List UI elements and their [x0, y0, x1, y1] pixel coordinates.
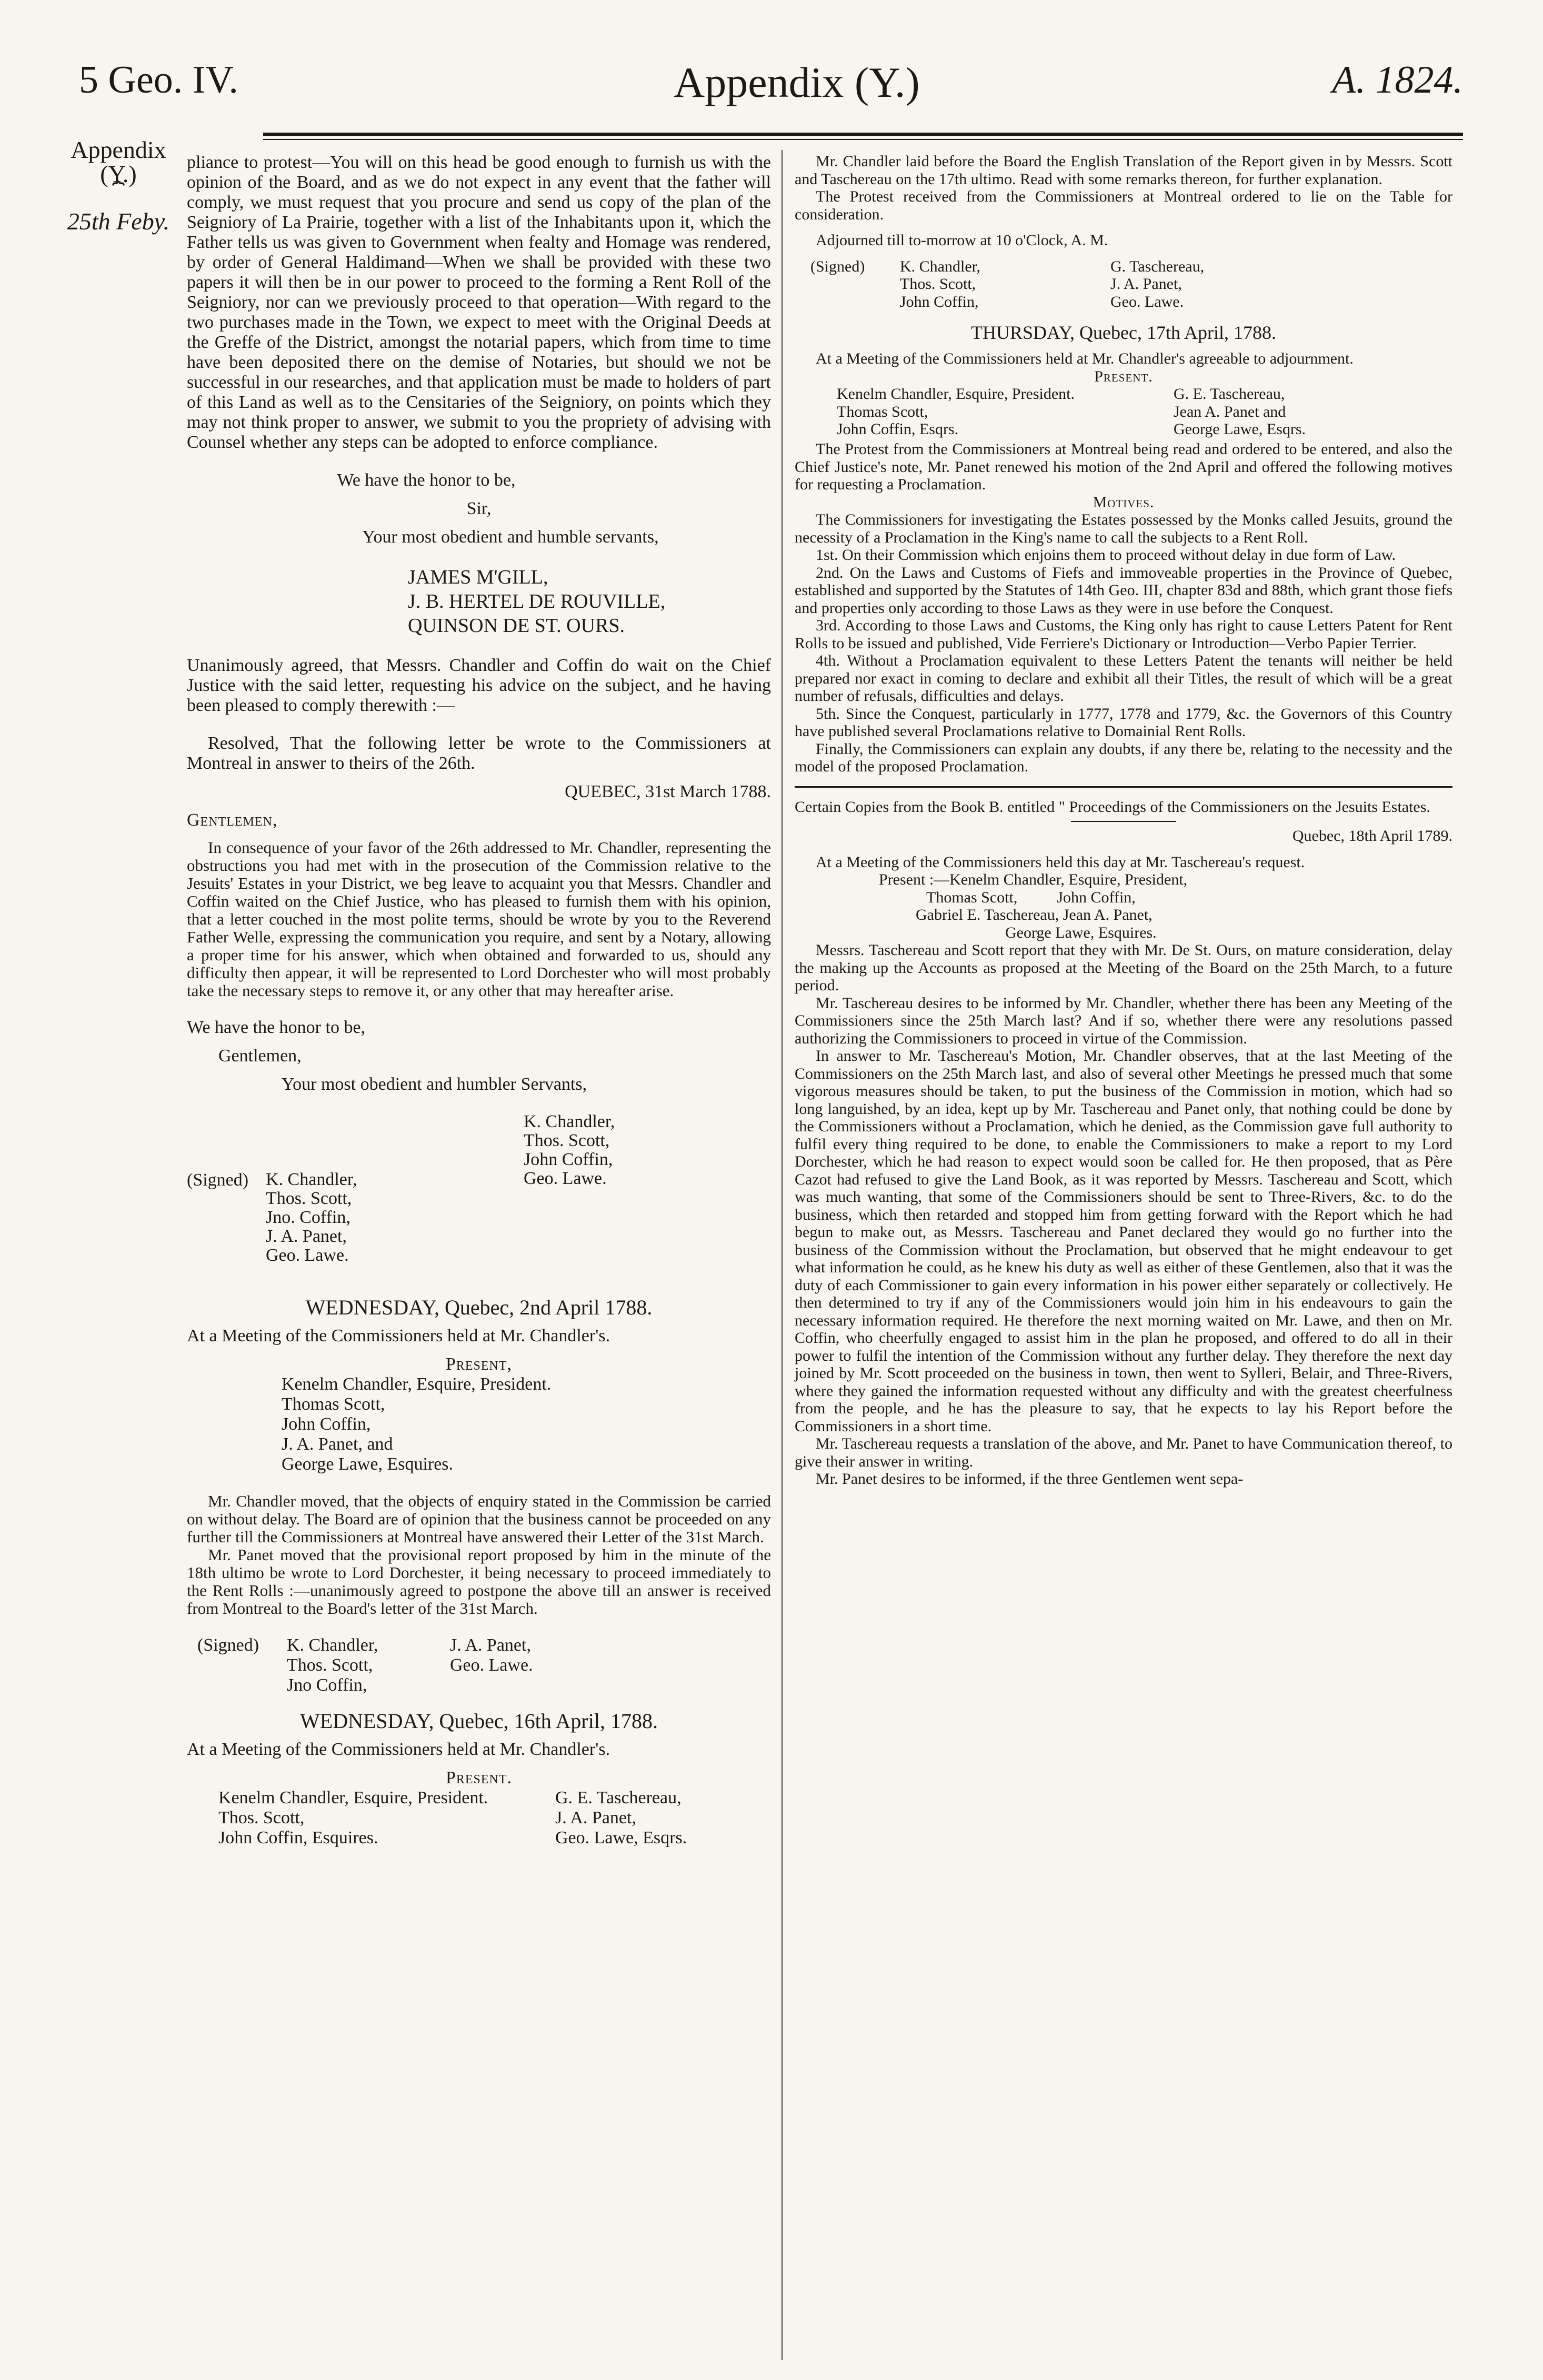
- closing-honor-2: We have the honor to be,: [187, 1018, 366, 1037]
- dateline-1789: Quebec, 18th April 1789.: [1292, 827, 1452, 845]
- motives-heading: Motives.: [1093, 493, 1155, 511]
- signatory: Geo. Lawe.: [1110, 293, 1184, 310]
- attendee: Thomas Scott,: [282, 1394, 385, 1414]
- heading-wednesday-16th-april: WEDNESDAY, Quebec, 16th April, 1788.: [300, 1709, 658, 1733]
- signatory: Jno. Coffin,: [266, 1208, 350, 1227]
- signatory: Thos. Scott,: [287, 1655, 373, 1675]
- signature-block-d: [795, 258, 1452, 316]
- present-list-2-col2: [555, 1788, 687, 1848]
- salutation: Gentlemen,: [187, 810, 278, 830]
- present-heading-2: Present.: [445, 1768, 513, 1787]
- attendee: Kenelm Chandler, Esquire, President.: [218, 1788, 488, 1807]
- resolution-letter: Resolved, That the following letter be wrote to the Commissioners at Montreal in answer to theirs of the 26th.: [187, 734, 771, 773]
- left-column: [187, 153, 771, 1851]
- signatory: Geo. Lawe.: [266, 1246, 349, 1265]
- column-divider: [781, 150, 783, 2360]
- heading-thursday-17th-april: THURSDAY, Quebec, 17th April, 1788.: [970, 322, 1276, 343]
- closing-servants-2: Your most obedient and humbler Servants,: [282, 1074, 587, 1094]
- signature-list-c1: [287, 1635, 378, 1695]
- closing-gentlemen: Gentlemen,: [218, 1046, 302, 1066]
- signatory: Thos. Scott,: [524, 1131, 610, 1150]
- attendee: Kenelm Chandler, Esquire, President.: [282, 1374, 552, 1394]
- taschereau-inquiry: Mr. Taschereau desires to be informed by Mr. Chandler, whether there has been any Meeting of the Commissioners since the 25th March last? And if so, whether there were any resolutions passed authorizing the Commissioners to proceed in virtue of the Commission.: [795, 994, 1452, 1047]
- margin-note-date: 25th Feby.: [67, 208, 170, 235]
- present-list-3-col1: [837, 385, 1075, 438]
- margin-note-appendix: Appendix: [71, 136, 166, 163]
- meeting-notice: At a Meeting of the Commissioners held at Mr. Chandler's.: [187, 1326, 610, 1345]
- meeting-notice-2: At a Meeting of the Commissioners held at Mr. Chandler's.: [187, 1740, 610, 1759]
- motive-1: 1st. On their Commission which enjoins them to proceed without delay in due form of Law.: [816, 546, 1396, 564]
- signatory: JAMES M'GILL,: [408, 566, 548, 588]
- signature-list-b: [266, 1170, 357, 1265]
- signatory: K. Chandler,: [900, 257, 980, 275]
- present-heading: Present,: [445, 1354, 513, 1374]
- signatory: John Coffin,: [524, 1150, 613, 1169]
- attendee: John Coffin, Esqrs.: [837, 420, 959, 438]
- margin-brace: ⏞: [112, 181, 125, 205]
- translation-request: Mr. Taschereau requests a translation of the above, and Mr. Panet to have Communication thereof, to give their answer in writing.: [795, 1435, 1452, 1470]
- attendee: George Lawe, Esqrs.: [1174, 420, 1306, 438]
- chandler-answer: In answer to Mr. Taschereau's Motion, Mr. Chandler observes, that at the last Meeting of the Commissioners on the 25th March last, and also of several other Meetings he pressed much that some vigorous measures should be taken, to put the business of the Commission in motion, which had so long languished, by an idea, kept up by Mr. Taschereau and Panet only, that nothing could be done by the Commissioners without a Proclamation, which he denied, as the Commission gave full authority to fulfil every thing required to be done, to enable the Commissioners to make a report to my Lord Dorchester, which he had reason to expect would soon be called for. He then proposed, that as Père Cazot had refused to give the Land Book, as it was reported by Messrs. Taschereau and Scott, which was much wanting, that some of the Commissioners should be sent to Three-Rivers, &c. to do the business, which then retarded and stopped him from getting forward with the Report which he had begun to make out, as Messrs. Taschereau and Panet declared they would go no further into the business of the Commission without the Proclamation, but observed that he might endeavour to get what information he could, as he knew his duty as well as either of these Gentlemen, also that it was the duty of each Commissioner to gain every information in his power either separately or collectively. He then determined to try if any of the Commissioners would join him in his endeavours to gain the necessary information required. He therefore the next morning waited on Mr. Lawe, and then on Mr. Coffin, who cheerfully engaged to assist him in the plan he proposed, and offered to do all in their power to fulfil the intention of the Commission without any further delay. They therefore the next day joined by Mr. Scott proceeded on the business in town, then went to Sylleri, Belair, and Three-Rivers, where they gained the information requested without any difficulty and with the greatest cheerfulness from the people, and he has the pleasure to say, that he expects to lay his Report before the Commissioners in a short time.: [795, 1047, 1452, 1435]
- signatory: K. Chandler,: [266, 1170, 357, 1189]
- closing-servants: Your most obedient and humble servants,: [362, 527, 659, 547]
- accounts-report: Messrs. Taschereau and Scott report that they with Mr. De St. Ours, on mature consideration, delay the making up the Accounts as proposed at the Meeting of the Board on the 25th March, to a future period.: [795, 941, 1452, 994]
- signatory: Geo. Lawe.: [524, 1169, 607, 1188]
- signed-label: (Signed): [197, 1635, 259, 1655]
- signed-label: (Signed): [810, 257, 865, 275]
- signatory: QUINSON DE ST. OURS.: [408, 615, 625, 637]
- header-rule-thick: [263, 133, 1463, 136]
- signatory: John Coffin,: [900, 293, 979, 310]
- attendee: J. A. Panet,: [555, 1808, 636, 1827]
- margin-note-letter: (Y.): [100, 160, 137, 187]
- signature-block-montreal: [408, 565, 771, 638]
- signature-pair: [187, 1112, 771, 1270]
- present-line: Thomas Scott, John Coffin,: [926, 888, 1136, 906]
- meeting-notice-4: At a Meeting of the Commissioners held this day at Mr. Taschereau's request.: [816, 853, 1305, 871]
- right-column: [795, 153, 1452, 1488]
- attendee: Geo. Lawe, Esqrs.: [555, 1828, 687, 1847]
- running-header: [79, 58, 1463, 111]
- panet-inquiry: Mr. Panet desires to be informed, if the three Gentlemen went sepa-: [816, 1470, 1244, 1488]
- motive-finally: Finally, the Commissioners can explain any doubts, if any there be, relating to the necessity and the model of the proposed Proclamation.: [795, 740, 1452, 775]
- signatory: G. Taschereau,: [1110, 257, 1205, 275]
- signed-label: (Signed): [187, 1170, 249, 1190]
- protest-note: The Protest received from the Commissioners at Montreal ordered to lie on the Table for consideration.: [795, 188, 1452, 223]
- attendee: G. E. Taschereau,: [1174, 385, 1285, 403]
- closing-sir: Sir,: [466, 499, 492, 518]
- attendee: Jean A. Panet and: [1174, 403, 1286, 420]
- signatory: J. B. HERTEL DE ROUVILLE,: [408, 590, 666, 612]
- letter-body: In consequence of your favor of the 26th addressed to Mr. Chandler, representing the obstructions you had met with in the prosecution of the Commission relative to the Jesuits' Estates in your District, we beg leave to acquaint you that Messrs. Chandler and Coffin waited on the Chief Justice, who has pleased to furnish them with his opinion, that a letter couched in the most polite terms, should be wrote by you to the Reverend Father Welle, expressing the communication you require, and sent by a Notary, allowing a proper time for his answer, which when obtained and forwarded to us, should any difficulty then appear, it will be represented to Lord Dorchester who will most probably take the necessary steps to remove it, or any other that may hereafter arise.: [187, 838, 771, 1000]
- header-rule-thin: [263, 139, 1463, 140]
- panet-motion: Mr. Panet moved that the provisional report proposed by him in the minute of the 18th ultimo be wrote to Lord Dorchester, it being necessary to proceed immediately to the Rent Rolls :—unanimously agreed to postpone the above till an answer is received from Montreal to the Board's letter of the 31st March.: [187, 1545, 771, 1618]
- attendee: John Coffin,: [282, 1414, 371, 1434]
- meeting-notice-3: At a Meeting of the Commissioners held at Mr. Chandler's agreeable to adjournment.: [816, 350, 1354, 367]
- signature-list-a: [524, 1112, 615, 1188]
- motive-3: 3rd. According to those Laws and Customs, the King only has right to cause Letters Patent for Rent Rolls to be issued and published, Vide Ferriere's Dictionary or Introduction—Verbo Papier Terrier.: [795, 617, 1452, 652]
- motives-intro: The Commissioners for investigating the Estates possessed by the Monks called Jesuits, ground the necessity of a Proclamation in the King's name to call the subjects to a Rent Roll.: [795, 511, 1452, 546]
- margin-note: [53, 138, 184, 234]
- present-line: Present :—Kenelm Chandler, Esquire, President,: [879, 871, 1188, 888]
- chandler-motion: Mr. Chandler moved, that the objects of enquiry stated in the Commission be carried on without delay. The Board are of opinion that the business cannot be proceeded on any further till the Commissioners at Montreal have answered their Letter of the 31st March.: [187, 1492, 771, 1546]
- attendee: Kenelm Chandler, Esquire, President.: [837, 385, 1075, 403]
- signatory: Thos. Scott,: [266, 1189, 352, 1208]
- resolution-agreed: Unanimously agreed, that Messrs. Chandler and Coffin do wait on the Chief Justice with the said letter, requesting his advice on the subject, and he having been pleased to comply therewith :—: [187, 656, 771, 715]
- signature-list-d1: [900, 258, 980, 311]
- signatory: Geo. Lawe.: [450, 1655, 533, 1675]
- signatory: J. A. Panet,: [450, 1635, 531, 1655]
- header-appendix-title: Appendix (Y.): [674, 58, 920, 106]
- certain-copies-heading: Certain Copies from the Book B. entitled " Proceedings of the Commissioners on the Jesuits Estates.: [795, 798, 1430, 816]
- attendee: G. E. Taschereau,: [555, 1788, 682, 1807]
- present-list-4: [795, 871, 1452, 941]
- present-list-3: [795, 385, 1452, 440]
- present-line: Gabriel E. Taschereau, Jean A. Panet,: [916, 906, 1153, 923]
- present-heading-3: Present.: [1094, 367, 1153, 385]
- panet-renewed-motion: The Protest from the Commissioners at Montreal being read and ordered to be entered, and also the Chief Justice's note, Mr. Panet renewed his motion of the 2nd April and offered the following motives for requesting a Proclamation.: [795, 440, 1452, 493]
- signatory: J. A. Panet,: [266, 1227, 347, 1246]
- signatory: K. Chandler,: [287, 1635, 378, 1655]
- short-rule: [1071, 821, 1176, 822]
- adjournment: Adjourned till to-morrow at 10 o'Clock, A. M.: [816, 232, 1108, 249]
- closing-honor: We have the honor to be,: [337, 470, 516, 490]
- present-line: George Lawe, Esquires.: [1005, 923, 1157, 941]
- present-list: [187, 1374, 771, 1474]
- signatory: K. Chandler,: [524, 1112, 615, 1131]
- signatory: J. A. Panet,: [1110, 275, 1182, 293]
- attendee: John Coffin, Esquires.: [218, 1828, 378, 1847]
- signature-list-d2: [1110, 258, 1204, 311]
- attendee: J. A. Panet, and: [282, 1434, 393, 1454]
- translation-note: Mr. Chandler laid before the Board the English Translation of the Report given in by Messrs. Scott and Taschereau on the 17th ultimo. Read with some remarks thereon, for further explanation.: [795, 153, 1452, 188]
- present-list-3-col2: [1174, 385, 1306, 438]
- signature-block-c: [187, 1635, 771, 1693]
- attendee: Thomas Scott,: [837, 403, 928, 420]
- dateline-march: QUEBEC, 31st March 1788.: [565, 782, 771, 801]
- letter-continuation: pliance to protest—You will on this head be good enough to furnish us with the opinion of the Board, and as we do not expect in any event that the father will comply, we must request that you procure and send us copy of the plan of the Seigniory of La Prairie, together with a list of the Inhabitants upon it, which the Father tells us was given to Government when fealty and Homage was rendered, by order of General Haldimand—When we shall be provided with these two papers it will then be in our power to proceed to the forming a Rent Roll of the Seigniory, nor can we previously proceed to that operation—With regard to the two purchases made in the Town, we expect to meet with the Original Deeds at the Greffe of the District, amongst the notarial papers, which from time to time have been deposited there on the demise of Notaries, but should we not be successful in our researches, and that application must be made to holders of part of this Land as well as to the Censitaries of the Seigniory, on points which they may not think proper to answer, we submit to you the propriety of advising with Counsel whether any steps can be adopted to enforce compliance.: [187, 153, 771, 452]
- motive-5: 5th. Since the Conquest, particularly in 1777, 1778 and 1779, &c. the Governors of this Country have published several Proclamations relative to Domainial Rent Rolls.: [795, 705, 1452, 740]
- signature-list-c2: [450, 1635, 533, 1675]
- section-rule: [795, 786, 1452, 788]
- motive-4: 4th. Without a Proclamation equivalent to these Letters Patent the tenants will neither be held prepared nor exact in coming to declare and exhibit all their Titles, the result of which will be a great number of refusals, difficulties and delays.: [795, 652, 1452, 705]
- attendee: Thos. Scott,: [218, 1808, 305, 1827]
- signatory: Thos. Scott,: [900, 275, 976, 293]
- attendee: George Lawe, Esquires.: [282, 1454, 454, 1474]
- signatory: Jno Coffin,: [287, 1675, 367, 1695]
- motive-2: 2nd. On the Laws and Customs of Fiefs and immoveable properties in the Province of Quebec, established and supported by the Statutes of 14th Geo. III, chapter 83d and 88th, which grant those fiefs and properties only according to those Laws as they were in use before the Conquest.: [795, 564, 1452, 617]
- present-list-2-col1: [218, 1788, 488, 1848]
- heading-wednesday-2nd-april: WEDNESDAY, Quebec, 2nd April 1788.: [305, 1296, 653, 1319]
- present-list-2: [187, 1788, 771, 1851]
- header-year: A. 1824.: [1332, 58, 1463, 102]
- header-regnal-year: 5 Geo. IV.: [79, 58, 238, 102]
